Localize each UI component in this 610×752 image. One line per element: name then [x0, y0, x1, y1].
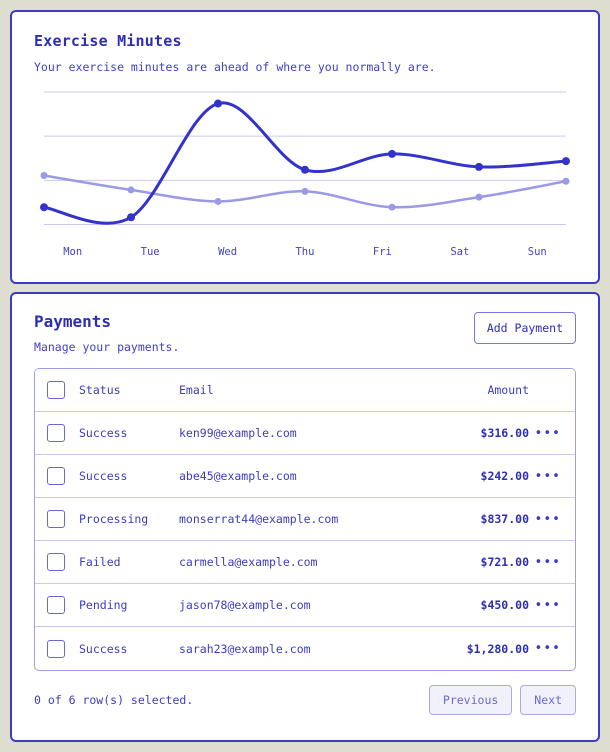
x-axis-label-2: Wed [218, 246, 238, 258]
cell-amount: $450.00 [480, 598, 529, 612]
row-select-checkbox[interactable] [47, 553, 65, 571]
table-row[interactable] [35, 584, 575, 627]
cell-email: ken99@example.com [179, 426, 297, 440]
payments-card [10, 292, 600, 742]
next-page-button[interactable]: Next [520, 685, 576, 715]
cell-amount: $316.00 [480, 426, 529, 440]
exercise-minutes-card [10, 10, 600, 284]
cell-email: jason78@example.com [179, 598, 311, 612]
row-select-checkbox[interactable] [47, 467, 65, 485]
cell-amount: $1,280.00 [466, 641, 529, 656]
cell-email: monserrat44@example.com [179, 512, 339, 526]
x-axis-label-0: Mon [63, 246, 83, 258]
row-select-checkbox[interactable] [47, 510, 65, 528]
table-row[interactable] [35, 498, 575, 541]
chart-series [40, 100, 570, 224]
chart-x-axis-labels [34, 246, 576, 258]
chart-gridlines [44, 92, 566, 224]
selection-status: 0 of 6 row(s) selected. [34, 693, 194, 707]
table-row[interactable] [35, 627, 575, 670]
row-actions-menu-icon[interactable]: ••• [534, 554, 561, 570]
select-all-checkbox[interactable] [47, 381, 65, 399]
row-select-checkbox[interactable] [47, 640, 65, 658]
cell-status: Success [79, 426, 128, 440]
row-actions-menu-icon[interactable]: ••• [534, 597, 561, 613]
add-payment-button[interactable]: Add Payment [474, 312, 576, 344]
row-select-checkbox[interactable] [47, 596, 65, 614]
row-actions-menu-icon[interactable]: ••• [534, 511, 561, 527]
table-body [35, 412, 575, 670]
cell-amount: $837.00 [480, 512, 529, 526]
row-select-checkbox[interactable] [47, 424, 65, 442]
pagination-controls [429, 685, 576, 715]
column-header-amount[interactable]: Amount [487, 383, 529, 397]
chart-area [34, 84, 576, 274]
cell-status: Success [79, 641, 128, 656]
x-axis-label-1: Tue [140, 246, 160, 258]
row-actions-menu-icon[interactable]: ••• [534, 641, 561, 656]
x-axis-label-3: Thu [295, 246, 315, 258]
table-row[interactable] [35, 412, 575, 455]
cell-email: sarah23@example.com [179, 641, 311, 656]
cell-status: Pending [79, 598, 128, 612]
column-header-email[interactable]: Email [179, 383, 214, 397]
chart-subtitle: Your exercise minutes are ahead of where you normally are. [34, 60, 436, 74]
previous-page-button[interactable]: Previous [429, 685, 512, 715]
column-header-status[interactable]: Status [79, 383, 121, 397]
payments-subtitle: Manage your payments. [34, 340, 180, 354]
cell-status: Failed [79, 555, 121, 569]
x-axis-label-6: Sun [527, 246, 547, 258]
cell-amount: $721.00 [480, 555, 529, 569]
cell-status: Processing [79, 512, 149, 526]
cell-status: Success [79, 469, 128, 483]
row-actions-menu-icon[interactable]: ••• [534, 468, 561, 484]
exercise-line-chart [34, 84, 576, 244]
cell-amount: $242.00 [480, 469, 529, 483]
row-actions-menu-icon[interactable]: ••• [534, 425, 561, 441]
table-header-row [35, 369, 575, 412]
payments-footer [34, 685, 576, 715]
cell-email: carmella@example.com [179, 555, 318, 569]
payments-table [34, 368, 576, 671]
x-axis-label-5: Sat [450, 246, 470, 258]
page-title: Payments [34, 312, 112, 331]
table-row[interactable] [35, 541, 575, 584]
x-axis-label-4: Fri [372, 246, 392, 258]
chart-title: Exercise Minutes [34, 32, 182, 50]
cell-email: abe45@example.com [179, 469, 297, 483]
table-row[interactable] [35, 455, 575, 498]
payments-header [34, 312, 576, 354]
